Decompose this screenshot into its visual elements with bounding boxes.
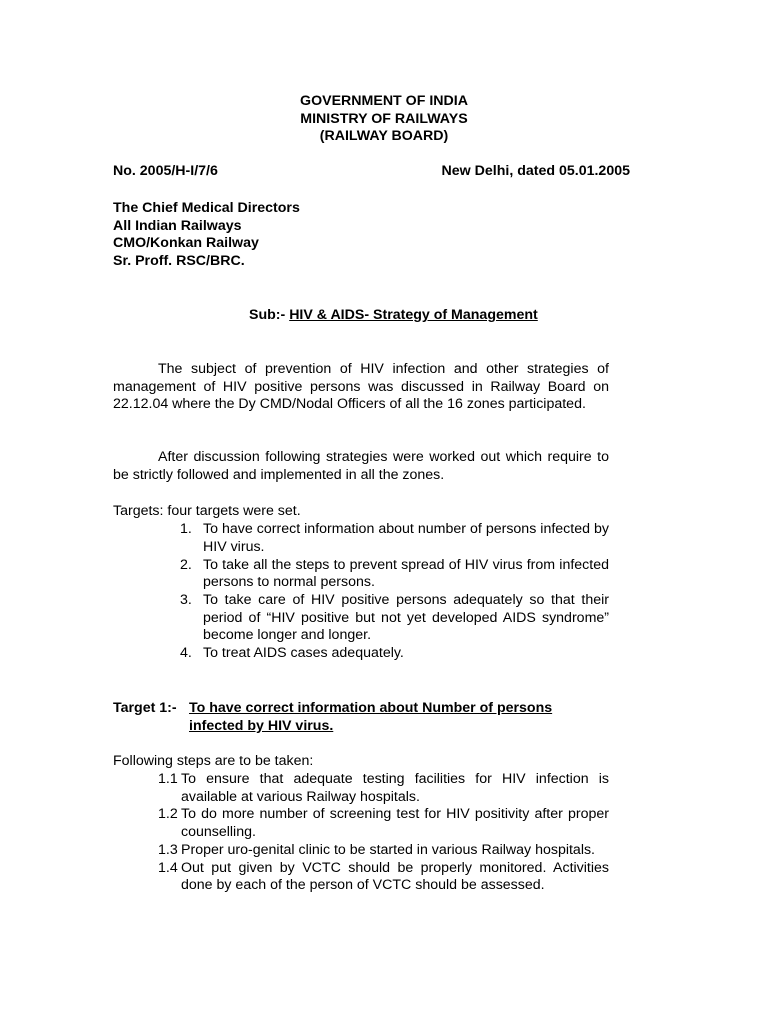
list-text: To take all the steps to prevent spread of HIV virus from infected persons to normal persons.: [203, 556, 609, 591]
target1-title-line1: To have correct information about Number of persons: [189, 700, 553, 716]
list-number: 1.4: [158, 859, 178, 876]
addressee-block: [113, 200, 300, 270]
letterhead-ministry: MINISTRY OF RAILWAYS: [300, 110, 468, 127]
paragraph-strategies: [113, 449, 609, 484]
reference-line: [113, 163, 630, 181]
reference-date: New Delhi, dated 05.01.2005: [441, 163, 630, 179]
list-item: [180, 557, 609, 592]
list-number: 1.: [180, 521, 192, 537]
subject-text: HIV & AIDS- Strategy of Management: [289, 307, 538, 323]
letterhead-board: (RAILWAY BOARD): [319, 128, 449, 145]
reference-number: No. 2005/H-I/7/6: [113, 163, 218, 179]
list-text: To take care of HIV positive persons adequately so that their period of “HIV positive but not yet developed AIDS syndrome” become longer and longer.: [203, 592, 609, 644]
list-text: Out put given by VCTC should be properly monitored. Activities done by each of the person of VCTC should be assessed.: [181, 859, 609, 894]
letterhead: [0, 93, 768, 146]
target1-title-line2: infected by HIV virus.: [189, 717, 334, 734]
list-text: To treat AIDS cases adequately.: [203, 645, 404, 662]
subject-line: [249, 307, 538, 325]
list-text: To have correct information about number of persons infected by HIV virus.: [203, 521, 609, 555]
list-text: To do more number of screening test for HIV positivity after proper counselling.: [181, 806, 609, 841]
list-item: [180, 645, 609, 663]
list-number: 1.2: [158, 806, 178, 823]
targets-intro: Targets: four targets were set.: [113, 503, 301, 519]
target1-heading: [113, 700, 613, 735]
paragraph-text: After discussion following strategies were worked out which require to be strictly followed and implemented in all the zones.: [113, 449, 609, 483]
paragraph-text: The subject of prevention of HIV infection and other strategies of management of HIV positive persons was discussed in Railway Board on 22.12.04 where the Dy CMD/Nodal Officers of all the 16 zones participated.: [113, 361, 609, 413]
list-item: [158, 806, 609, 841]
addressee-line: Sr. Proff. RSC/BRC.: [113, 252, 245, 269]
steps-intro: Following steps are to be taken:: [113, 753, 314, 769]
list-number: 1.3: [158, 841, 178, 858]
list-number: 4.: [180, 645, 192, 662]
letterhead-government: GOVERNMENT OF INDIA: [300, 93, 468, 109]
list-item: [158, 860, 609, 895]
list-text: To ensure that adequate testing facilities for HIV infection is available at various Railway hospitals.: [181, 771, 609, 805]
list-item: [158, 771, 609, 806]
list-item: [180, 521, 609, 556]
list-number: 1.1: [158, 771, 178, 787]
list-item: [158, 842, 609, 860]
subject-prefix: Sub:-: [249, 307, 290, 323]
list-number: 3.: [180, 592, 192, 609]
targets-list: [180, 521, 609, 663]
addressee-line: CMO/Konkan Railway: [113, 235, 259, 252]
list-number: 2.: [180, 556, 192, 573]
paragraph-discussion: [113, 361, 609, 414]
addressee-line: All Indian Railways: [113, 217, 242, 234]
list-item: [180, 592, 609, 645]
target1-label: Target 1:-: [113, 700, 177, 716]
addressee-line: The Chief Medical Directors: [113, 200, 300, 216]
steps-list: [158, 771, 609, 895]
list-text: Proper uro-genital clinic to be started in various Railway hospitals.: [181, 841, 596, 858]
